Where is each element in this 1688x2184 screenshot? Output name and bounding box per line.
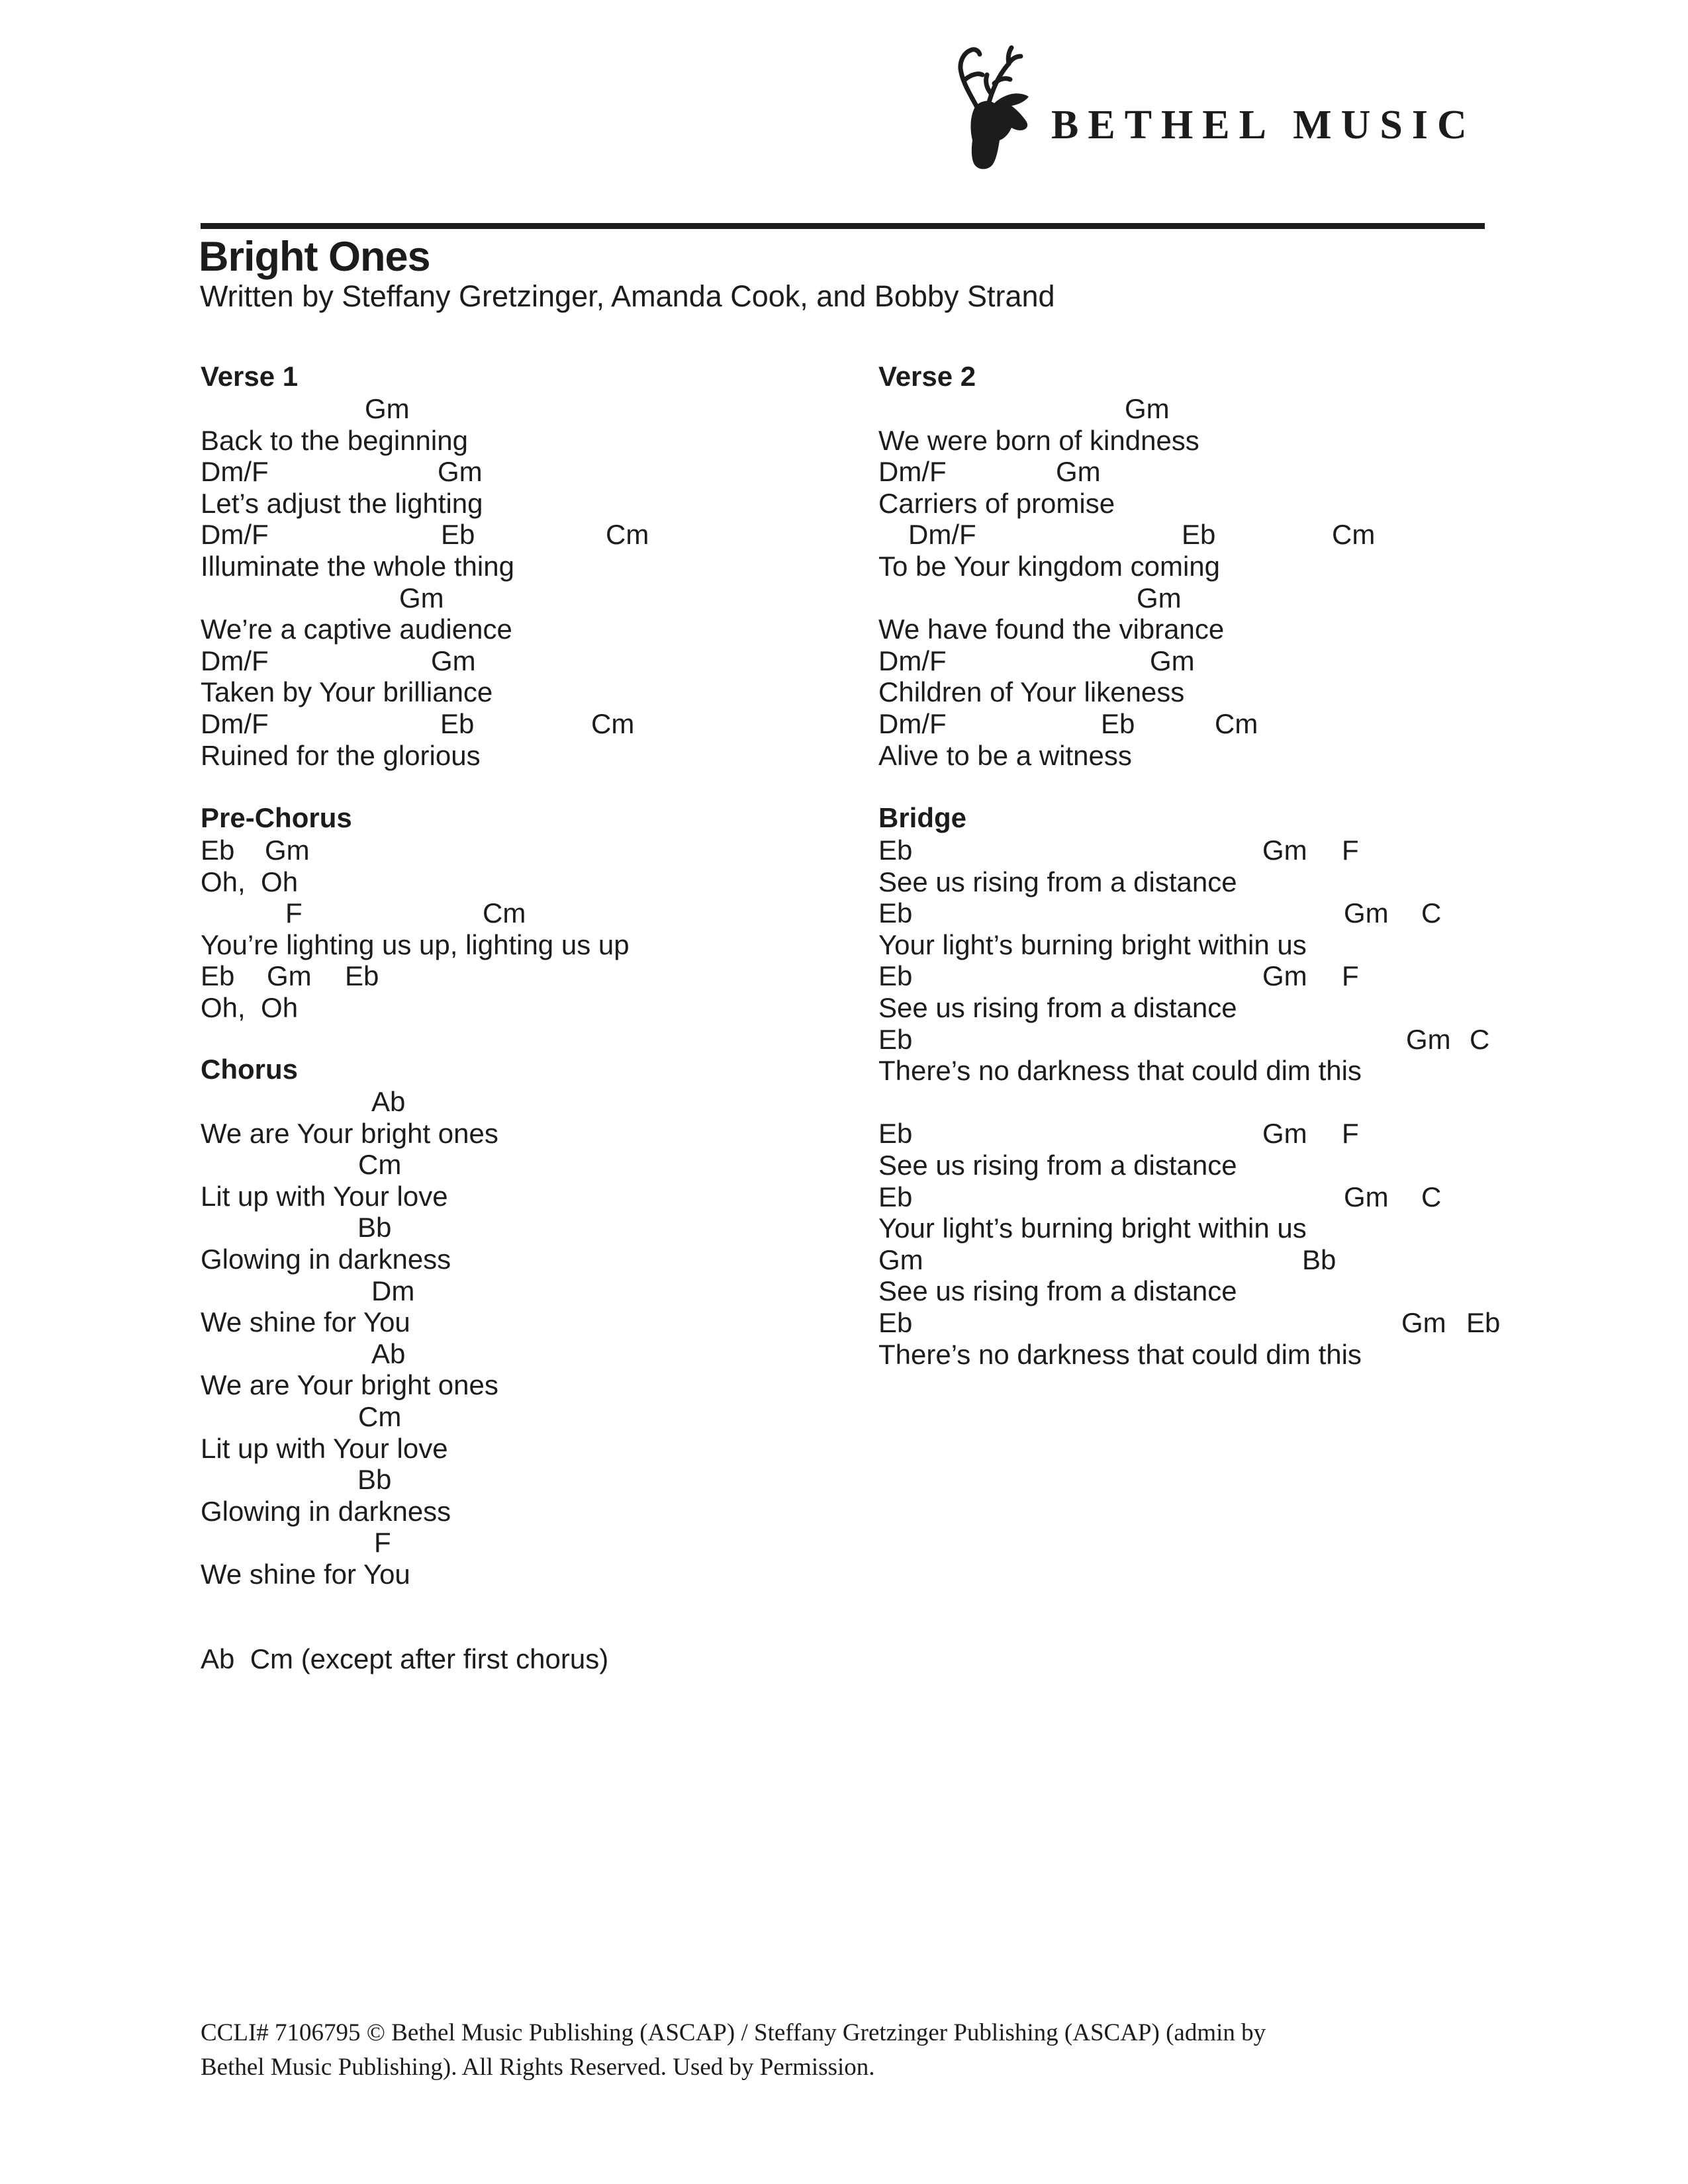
chord: Bb [357,1464,392,1496]
chord: Eb [441,519,475,551]
lyric-line: Your light’s burning bright within us [878,929,1307,960]
chord: Dm/F [201,707,269,739]
chord: Gm [878,1244,923,1275]
copyright-line-1: CCLI# 7106795 © Bethel Music Publishing (ASCAP) / Steffany Gretzinger Publishing (ASCAP) (admin by [201,2019,1266,2046]
chord-line [878,456,1573,488]
chord-line [878,960,1573,992]
copyright-notice [201,2016,1458,2085]
chord: Gm [1056,456,1101,488]
chord-line [878,708,1573,740]
chord: F [1342,960,1359,992]
lyric-line: Carriers of promise [878,487,1115,519]
chord: Eb [878,1023,913,1055]
chord: Eb [1466,1306,1501,1338]
section-title: Bridge [878,802,967,833]
chord: Cm [1215,707,1258,739]
song-credits: Written by Steffany Gretzinger, Amanda Cook, and Bobby Strand [200,279,1055,313]
lyric-line: You’re lighting us up, lighting us up [201,929,630,960]
lyric-line: There’s no darkness that could dim this [878,1338,1362,1370]
chord-line [878,1307,1573,1339]
chord: Eb [878,835,913,866]
chord: F [285,897,303,929]
lyric-line: Lit up with Your love [201,1180,448,1212]
section-verse-2 [878,361,1573,771]
chord: Gm [265,835,310,866]
chord: Cm [483,897,526,929]
chord-line [201,456,896,488]
chord: Eb [878,1118,913,1150]
chord-line [878,519,1573,551]
copyright-line-2: Bethel Music Publishing). All Rights Reserved. Used by Permission. [201,2054,875,2081]
section-pre-chorus [201,802,896,1024]
lyric-line: Illuminate the whole thing [201,550,514,582]
chord: Gm [399,582,444,614]
blank-line [878,1087,1573,1118]
lyric-line: Ruined for the glorious [201,739,481,771]
lyric-line: Lit up with Your love [201,1432,448,1464]
chord: Dm/F [201,645,269,676]
chord-line [201,1464,896,1496]
lyric-line: Glowing in darkness [201,1243,451,1275]
section-title: Verse 2 [878,361,976,392]
chord: Dm/F [878,645,947,676]
chord-line [878,897,1573,929]
chord-line [201,1212,896,1244]
lyric-line: There’s no darkness that could dim this [878,1055,1362,1087]
chord-line [201,645,896,677]
chord: Eb [440,707,475,739]
chord-line [201,519,896,551]
section-title: Pre-Chorus [201,802,352,833]
chord-line [878,1244,1573,1276]
chord: Gm [1262,1118,1307,1150]
chord: Gm [1125,393,1170,424]
brand-wordmark: BETHEL MUSIC [1051,103,1476,148]
lyric-line: Children of Your likeness [878,676,1185,708]
chord: F [1342,835,1359,866]
chord-line [201,960,896,992]
lyric-line: Let’s adjust the lighting [201,487,483,519]
chord: Ab [371,1086,406,1117]
lyric-line: Alive to be a witness [878,739,1132,771]
chord: Dm/F [201,456,269,488]
chord-line [201,1527,896,1559]
chord: Eb [1101,707,1135,739]
lyric-line: We are Your bright ones [201,1117,498,1149]
chord: Gm [1150,645,1195,676]
chord-line [878,1118,1573,1150]
chord: C [1421,1181,1442,1212]
lyric-line: Ab Cm (except after first chorus) [201,1643,609,1674]
chord: Cm [358,1149,402,1181]
lyric-line: We have found the vibrance [878,614,1225,645]
song-title: Bright Ones [199,234,430,280]
header-divider [201,223,1485,229]
chord-line [201,1401,896,1433]
chord: Gm [365,393,410,424]
chord-line [201,1338,896,1370]
chord: Eb [201,835,235,866]
lyric-line: We were born of kindness [878,424,1199,456]
chord: Gm [1262,835,1307,866]
chord: Gm [431,645,476,676]
section-title: Verse 1 [201,361,299,392]
lyric-line: Glowing in darkness [201,1495,451,1527]
chord: C [1421,897,1442,929]
chord: Cm [606,519,649,551]
chord: Eb [878,1306,913,1338]
lyric-line: See us rising from a distance [878,991,1237,1023]
chord: Dm/F [878,456,947,488]
chord-line [878,582,1573,614]
deer-head-icon [952,44,1034,169]
lyric-line: Taken by Your brilliance [201,676,493,708]
bethel-music-logo [952,44,1034,169]
lyric-line: We are Your bright ones [201,1369,498,1401]
chord: Gm [1401,1306,1446,1338]
chord: Eb [201,960,235,992]
lyric-line: We shine for You [201,1558,410,1590]
section-chorus [201,1054,896,1590]
chord: Bb [357,1212,392,1244]
chord-line [201,1149,896,1181]
lyric-line: See us rising from a distance [878,1275,1237,1307]
lyric-line: To be Your kingdom coming [878,550,1220,582]
section-verse-1 [201,361,896,771]
chord: Gm [1344,1181,1389,1212]
chord: Gm [267,960,312,992]
chord-line [878,393,1573,425]
lyric-line: See us rising from a distance [878,866,1237,897]
lyric-line: We’re a captive audience [201,614,512,645]
section-outro-note [201,1643,896,1675]
chord: Cm [591,707,635,739]
chord-line [878,1181,1573,1213]
section-title: Chorus [201,1054,298,1085]
chord-line [878,645,1573,677]
chord: Cm [358,1400,402,1432]
lyric-line: Oh, Oh [201,991,299,1023]
lyric-line: We shine for You [201,1306,410,1338]
chord: Eb [1182,519,1216,551]
chord: Dm/F [878,707,947,739]
chord-line [201,708,896,740]
lyric-line: Your light’s burning bright within us [878,1212,1307,1244]
chord: Eb [878,1181,913,1212]
chord: Gm [1137,582,1182,614]
chord: Gm [1262,960,1307,992]
chord: Cm [1332,519,1376,551]
chord: Gm [1406,1023,1451,1055]
chord: Dm/F [908,519,976,551]
chord-line [201,1086,896,1118]
chord: C [1470,1023,1490,1055]
chord: Dm/F [201,519,269,551]
chord: Eb [345,960,379,992]
chord-line [201,1275,896,1307]
lyric-line: See us rising from a distance [878,1149,1237,1181]
lyric-line: Back to the beginning [201,424,468,456]
chord: F [1342,1118,1359,1150]
chord: Gm [438,456,483,488]
chord-line [878,835,1573,866]
chord: Ab [371,1338,406,1369]
chord-line [201,582,896,614]
section-bridge [878,802,1573,1370]
chord: Gm [1344,897,1389,929]
chord-line [878,1024,1573,1056]
chord: Bb [1302,1244,1336,1275]
chord: Eb [878,897,913,929]
chord-line [201,835,896,866]
chord-line [201,897,896,929]
chord: Dm [371,1275,415,1306]
chord: F [374,1527,391,1559]
chord-line [201,393,896,425]
chord: Eb [878,960,913,992]
lyric-line: Oh, Oh [201,866,299,897]
